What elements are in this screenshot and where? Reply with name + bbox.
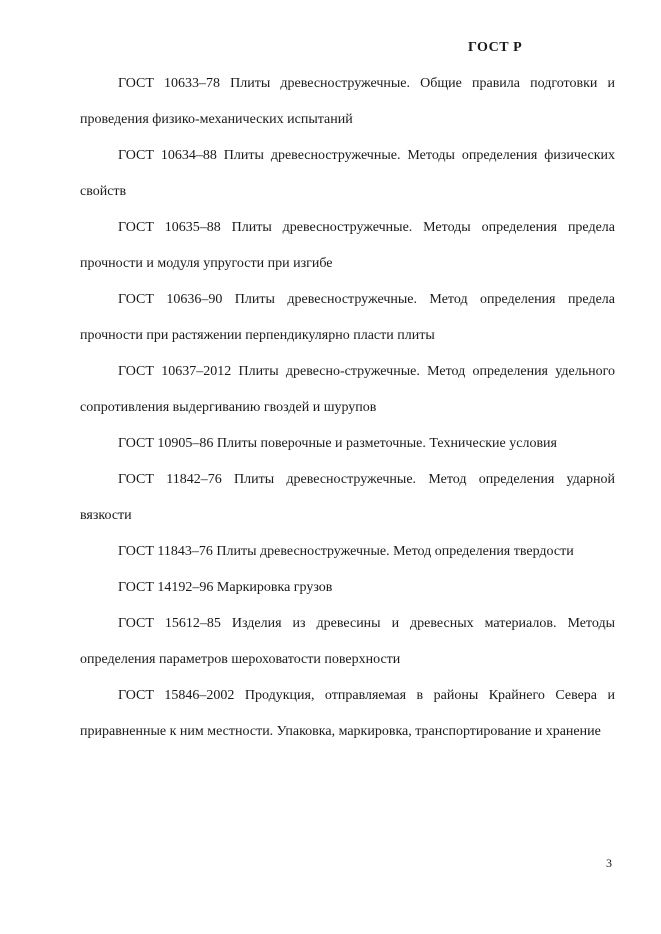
- references-list: [80, 66, 615, 750]
- reference-item: ГОСТ 10636–90 Плиты древесностружечные. Метод определения предела прочности при растяжении перпендикулярно пласти плиты: [80, 292, 615, 343]
- page-number: 3: [606, 856, 612, 870]
- reference-item: ГОСТ 14192–96 Маркировка грузов: [118, 580, 333, 595]
- reference-item: ГОСТ 10634–88 Плиты древесностружечные. Методы определения физических свойств: [80, 148, 615, 199]
- reference-item: ГОСТ 11843–76 Плиты древесностружечные. Метод определения твердости: [118, 544, 574, 559]
- reference-item: ГОСТ 10633–78 Плиты древесностружечные. Общие правила подготовки и проведения физико-механических испытаний: [80, 76, 615, 127]
- reference-item: ГОСТ 10635–88 Плиты древесностружечные. Методы определения предела прочности и модуля упругости при изгибе: [80, 220, 615, 271]
- reference-item: ГОСТ 10637–2012 Плиты древесно-стружечные. Метод определения удельного сопротивления выдергиванию гвоздей и шурупов: [80, 364, 615, 415]
- reference-item: ГОСТ 15846–2002 Продукция, отправляемая в районы Крайнего Севера и приравненные к ним местности. Упаковка, маркировка, транспортирование и хранение: [80, 688, 615, 739]
- document-header: ГОСТ Р: [468, 40, 523, 55]
- reference-item: ГОСТ 10905–86 Плиты поверочные и разметочные. Технические условия: [118, 436, 557, 451]
- reference-item: ГОСТ 15612–85 Изделия из древесины и древесных материалов. Методы определения параметров шероховатости поверхности: [80, 616, 615, 667]
- reference-item: ГОСТ 11842–76 Плиты древесностружечные. Метод определения ударной вязкости: [80, 472, 615, 523]
